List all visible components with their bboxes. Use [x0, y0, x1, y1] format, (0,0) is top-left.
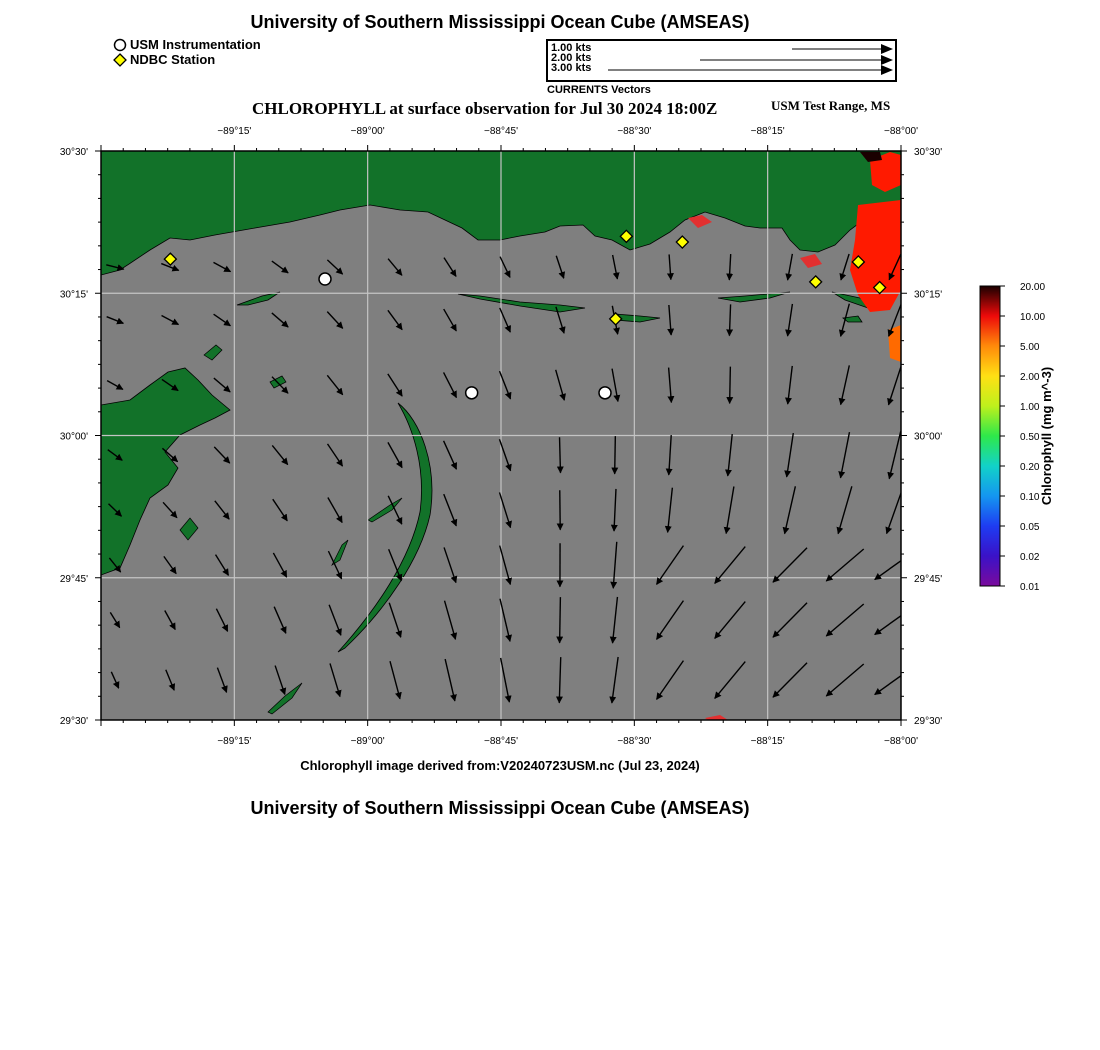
- lon-labels-top: [217, 126, 918, 137]
- current-vector-arrow: [730, 367, 731, 404]
- usm-station-marker[interactable]: [599, 387, 611, 399]
- usm-station-marker[interactable]: [319, 273, 331, 285]
- lat-tick-label: 29°30': [914, 716, 943, 727]
- lon-tick-label: −88°00': [884, 736, 918, 747]
- lat-tick-label: 29°45': [59, 573, 88, 585]
- vector-key-row-3: 3.00 kts: [551, 62, 592, 74]
- lon-tick-label: −88°30': [617, 126, 652, 137]
- lat-tick-label: 30°30': [59, 147, 88, 158]
- lon-tick-label: −88°15': [750, 126, 785, 137]
- lat-tick-label: 30°00': [914, 431, 943, 443]
- current-vector-arrow: [615, 436, 616, 474]
- vector-key-row-2: 2.00 kts: [551, 52, 592, 64]
- current-vector-arrow: [560, 597, 561, 643]
- colorbar-tick-label: 0.05: [1020, 522, 1040, 533]
- colorbar-tick-label: 10.00: [1020, 312, 1046, 323]
- legend-ndbc-label: NDBC Station: [130, 52, 216, 67]
- usm-station-marker[interactable]: [466, 387, 478, 399]
- page-title: University of Southern Mississippi Ocean Cube (AMSEAS): [250, 12, 750, 32]
- lat-tick-label: 29°45': [914, 573, 943, 585]
- chlorophyll-mid-patch: [888, 325, 901, 362]
- lon-tick-label: −89°15': [217, 736, 252, 747]
- colorbar-tick-label: 0.50: [1020, 432, 1040, 443]
- lon-tick-label: −88°30': [617, 736, 652, 747]
- colorbar-tick-label: 0.01: [1020, 582, 1040, 593]
- colorbar-tick-label: 0.10: [1020, 492, 1040, 503]
- colorbar-tick-label: 0.02: [1020, 552, 1040, 563]
- colorbar-tick-label: 20.00: [1020, 282, 1046, 293]
- lat-tick-label: 29°30': [59, 716, 88, 727]
- colorbar-tick-label: 0.20: [1020, 462, 1040, 473]
- lon-tick-label: −88°45': [484, 126, 518, 137]
- vector-key-caption: CURRENTS Vectors: [547, 84, 651, 96]
- map-location: USM Test Range, MS: [771, 98, 891, 113]
- footer-title: University of Southern Mississippi Ocean Cube (AMSEAS): [250, 798, 750, 818]
- lat-labels-right: [914, 147, 942, 727]
- lon-labels-bottom: [217, 736, 918, 747]
- lon-tick-label: −89°00': [350, 126, 385, 137]
- current-vector-arrow: [560, 437, 561, 473]
- lat-tick-label: 30°30': [914, 147, 943, 158]
- lon-tick-label: −88°00': [884, 126, 918, 137]
- lat-tick-label: 30°15': [59, 289, 88, 301]
- lon-tick-label: −88°15': [750, 736, 785, 747]
- lat-labels-left: [60, 147, 88, 727]
- vector-key-row-1: 1.00 kts: [551, 42, 592, 54]
- lat-tick-label: 30°15': [914, 289, 943, 301]
- colorbar-tick-label: 1.00: [1020, 402, 1040, 413]
- colorbar-tick-label: 2.00: [1020, 372, 1040, 383]
- lon-tick-label: −89°00': [350, 736, 385, 747]
- lon-tick-label: −89°15': [217, 126, 252, 137]
- legend-usm-label: USM Instrumentation: [130, 37, 261, 52]
- lat-tick-label: 30°00': [59, 431, 88, 443]
- map-subtitle: CHLOROPHYLL at surface observation for Jul 30 2024 18:00Z: [252, 99, 718, 118]
- source-note: Chlorophyll image derived from:V20240723USM.nc (Jul 23, 2024): [300, 758, 700, 773]
- colorbar-gradient: [980, 286, 1000, 586]
- colorbar-tick-label: 5.00: [1020, 342, 1040, 353]
- lon-tick-label: −88°45': [484, 736, 518, 747]
- chlorophyll-colorbar: [970, 275, 1100, 595]
- colorbar-label: Chlorophyll (mg m^-3): [1039, 366, 1054, 506]
